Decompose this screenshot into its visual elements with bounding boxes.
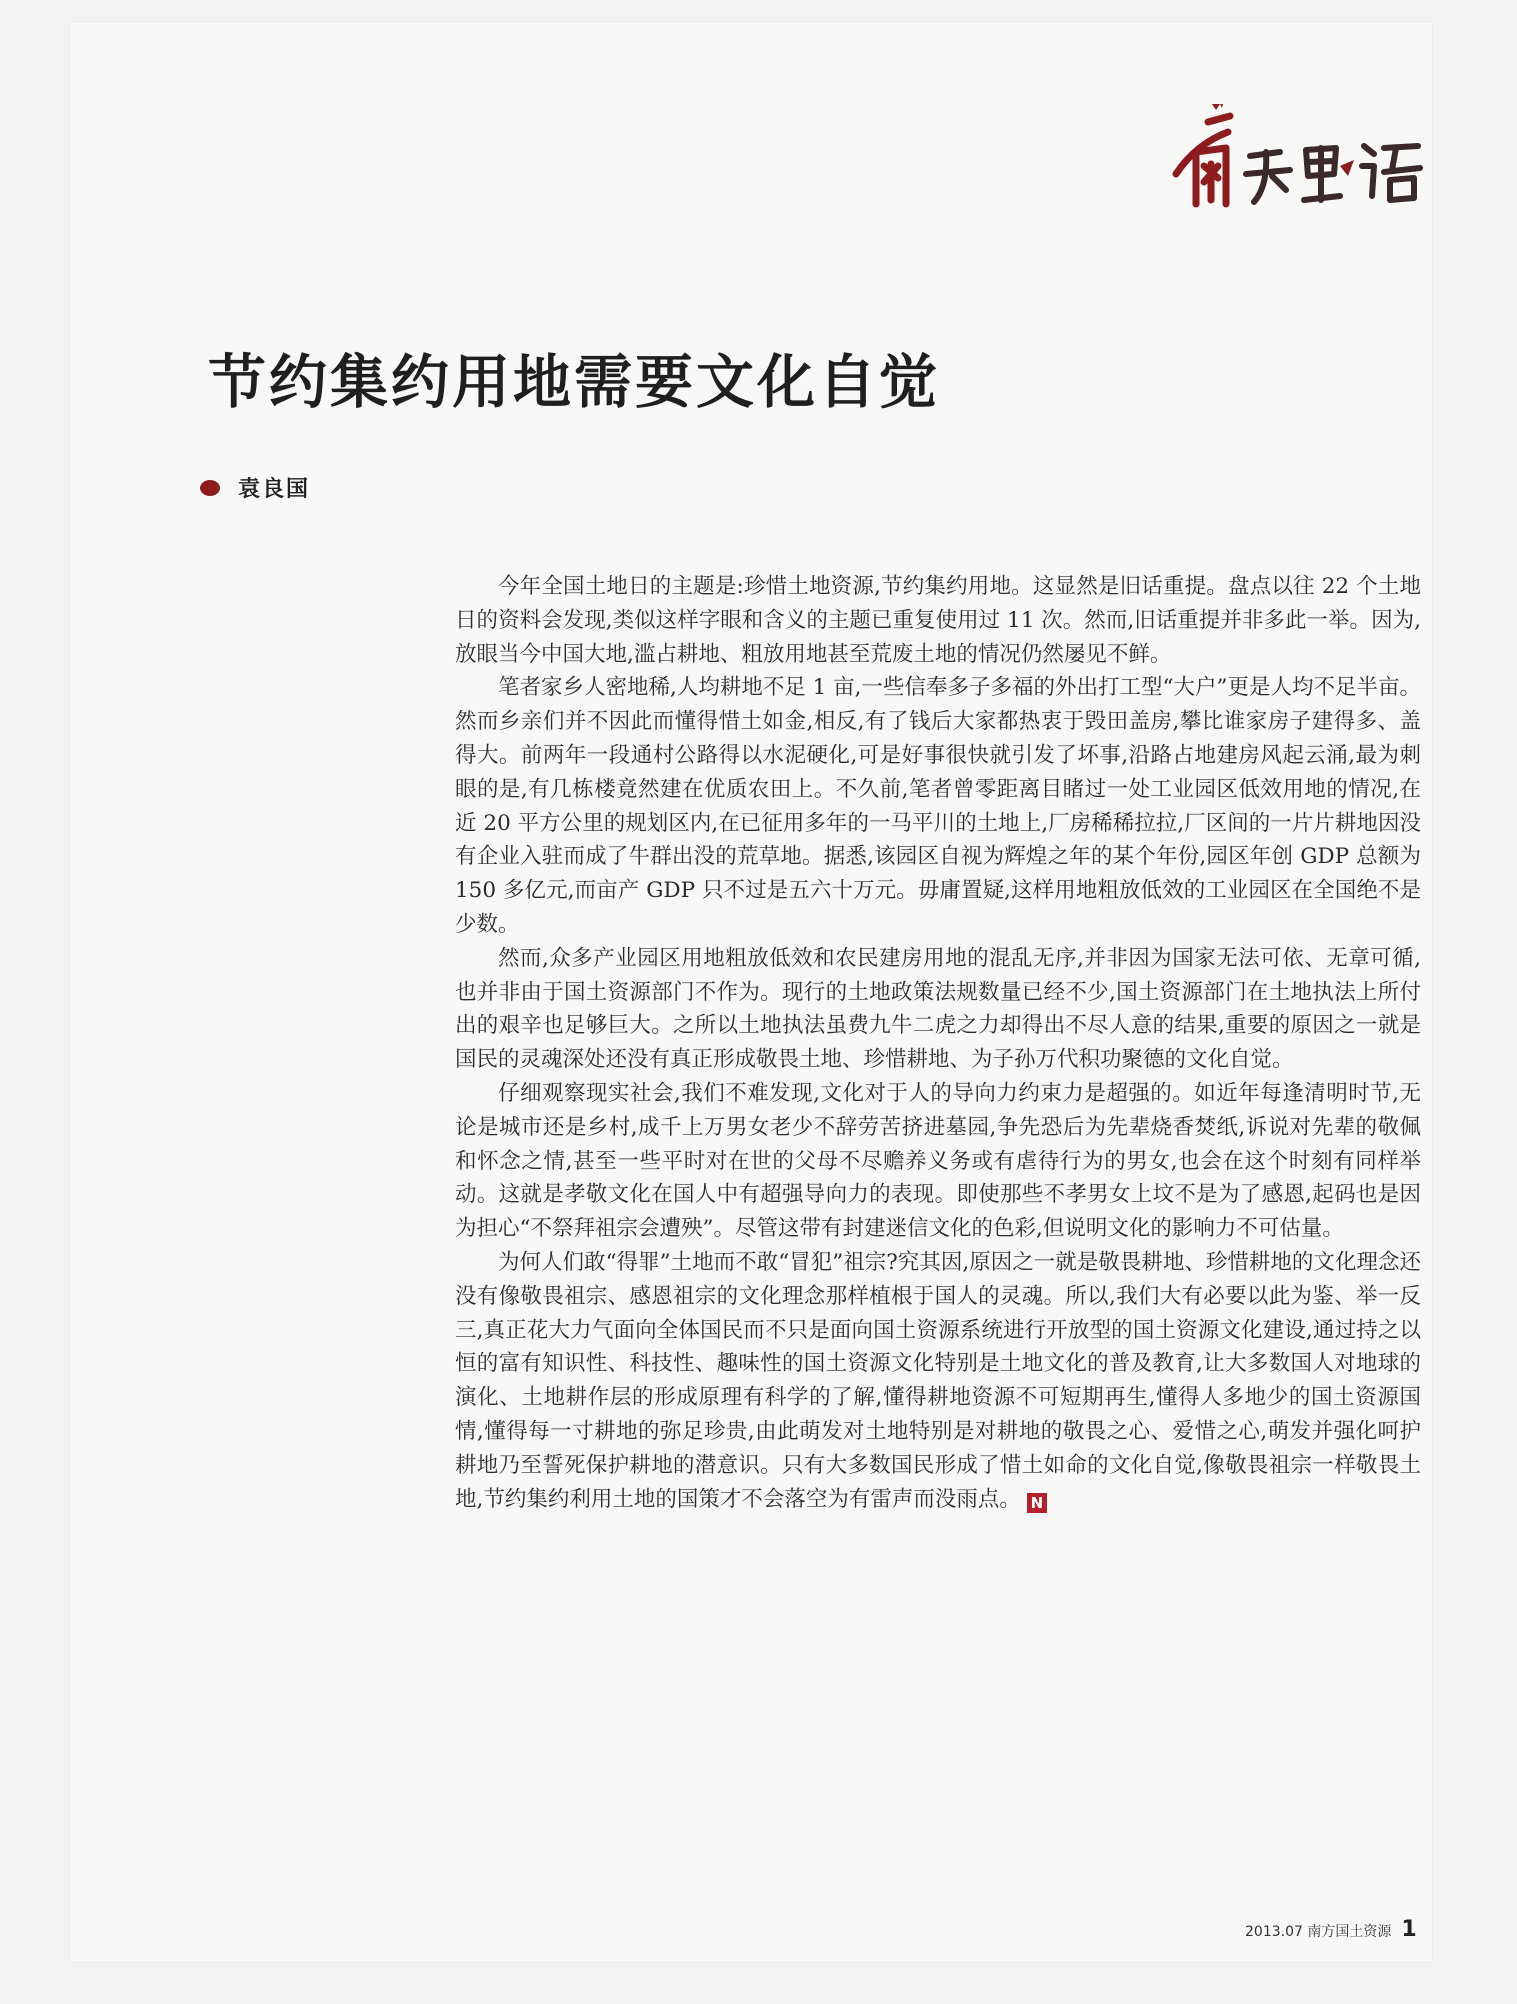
column-logo [1168, 104, 1430, 214]
paragraph-4: 仔细观察现实社会,我们不难发现,文化对于人的导向力约束力是超强的。如近年每逢清明时节,无论是城市还是乡村,成千上万男女老少不辞劳苦挤进墓园,争先恐后为先辈烧香焚纸,诉说对先辈的敬佩和怀念之情,甚至一些平时对在世的父母不尽赡养义务或有虐待行为的男女,也会在这个时刻有同样举动。这就是孝敬文化在国人中有超强导向力的表现。即使那些不孝男女上坟不是为了感恩,起码也是因为担心“不祭拜祖宗会遭殃”。尽管这带有封建迷信文化的色彩,但说明文化的影响力不可估量。 [455, 1080, 1421, 1242]
brush-logo-icon [1168, 104, 1430, 214]
paragraph-5 [455, 1246, 1421, 1516]
paragraph-1: 今年全国土地日的主题是:珍惜土地资源,节约集约用地。这显然是旧话重提。盘点以往 22 个土地日的资料会发现,类似这样字眼和含义的主题已重复使用过 11 次。然而,旧话重提并非多此一举。因为,放眼当今中国大地,滥占耕地、粗放用地甚至荒废土地的情况仍然屡见不鲜。 [455, 574, 1421, 667]
magazine-page [70, 22, 1432, 1962]
article-title: 节约集约用地需要文化自觉 [208, 348, 941, 416]
page-footer [1245, 1917, 1417, 1942]
author-line [200, 472, 310, 503]
author-name: 袁良国 [238, 477, 311, 502]
paragraph-2: 笔者家乡人密地稀,人均耕地不足 1 亩,一些信奉多子多福的外出打工型“大户”更是人均不足半亩。然而乡亲们并不因此而懂得惜土如金,相反,有了钱后大家都热衷于毁田盖房,攀比谁家房子建得多、盖得大。前两年一段通村公路得以水泥硬化,可是好事很快就引发了坏事,沿路占地建房风起云涌,最为刺眼的是,有几栋楼竟然建在优质农田上。不久前,笔者曾零距离目睹过一处工业园区低效用地的情况,在近 20 平方公里的规划区内,在已征用多年的一马平川的土地上,厂房稀稀拉拉,厂区间的一片片耕地因没有企业入驻而成了牛群出没的荒草地。据悉,该园区自视为辉煌之年的某个年份,园区年创 GDP 总额为 150 多亿元,而亩产 GDP 只不过是五六十万元。毋庸置疑,这样用地粗放低效的工业园区在全国绝不是少数。 [455, 675, 1422, 937]
issue-label: 2013.07 南方国土资源 [1245, 1924, 1392, 1940]
page-number: 1 [1401, 1917, 1417, 1942]
end-mark-icon: N [1027, 1493, 1047, 1513]
article-body [455, 570, 1421, 1516]
paragraph-5-text: 为何人们敢“得罪”土地而不敢“冒犯”祖宗?究其因,原因之一就是敬畏耕地、珍惜耕地的文化理念还没有像敬畏祖宗、感恩祖宗的文化理念那样植根于国人的灵魂。所以,我们大有必要以此为鉴、举一反三,真正花大力气面向全体国民而不只是面向国土资源系统进行开放型的国土资源文化建设,通过持之以恒的富有知识性、科技性、趣味性的国土资源文化特别是土地文化的普及教育,让大多数国人对地球的演化、土地耕作层的形成原理有科学的了解,懂得耕地资源不可短期再生,懂得人多地少的国土资源国情,懂得每一寸耕地的弥足珍贵,由此萌发对土地特别是对耕地的敬畏之心、爱惜之心,萌发并强化呵护耕地乃至誓死保护耕地的潜意识。只有大多数国民形成了惜土如命的文化自觉,像敬畏祖宗一样敬畏土地,节约集约利用土地的国策才不会落空为有雷声而没雨点。 [455, 1249, 1421, 1512]
paragraph-3: 然而,众多产业园区用地粗放低效和农民建房用地的混乱无序,并非因为国家无法可依、无章可循,也并非由于国土资源部门不作为。现行的土地政策法规数量已经不少,国土资源部门在土地执法上所付出的艰辛也足够巨大。之所以土地执法虽费九牛二虎之力却得出不尽人意的结果,重要的原因之一就是国民的灵魂深处还没有真正形成敬畏土地、珍惜耕地、为子孙万代积功聚德的文化自觉。 [455, 945, 1421, 1073]
bullet-dot-icon [200, 480, 220, 496]
